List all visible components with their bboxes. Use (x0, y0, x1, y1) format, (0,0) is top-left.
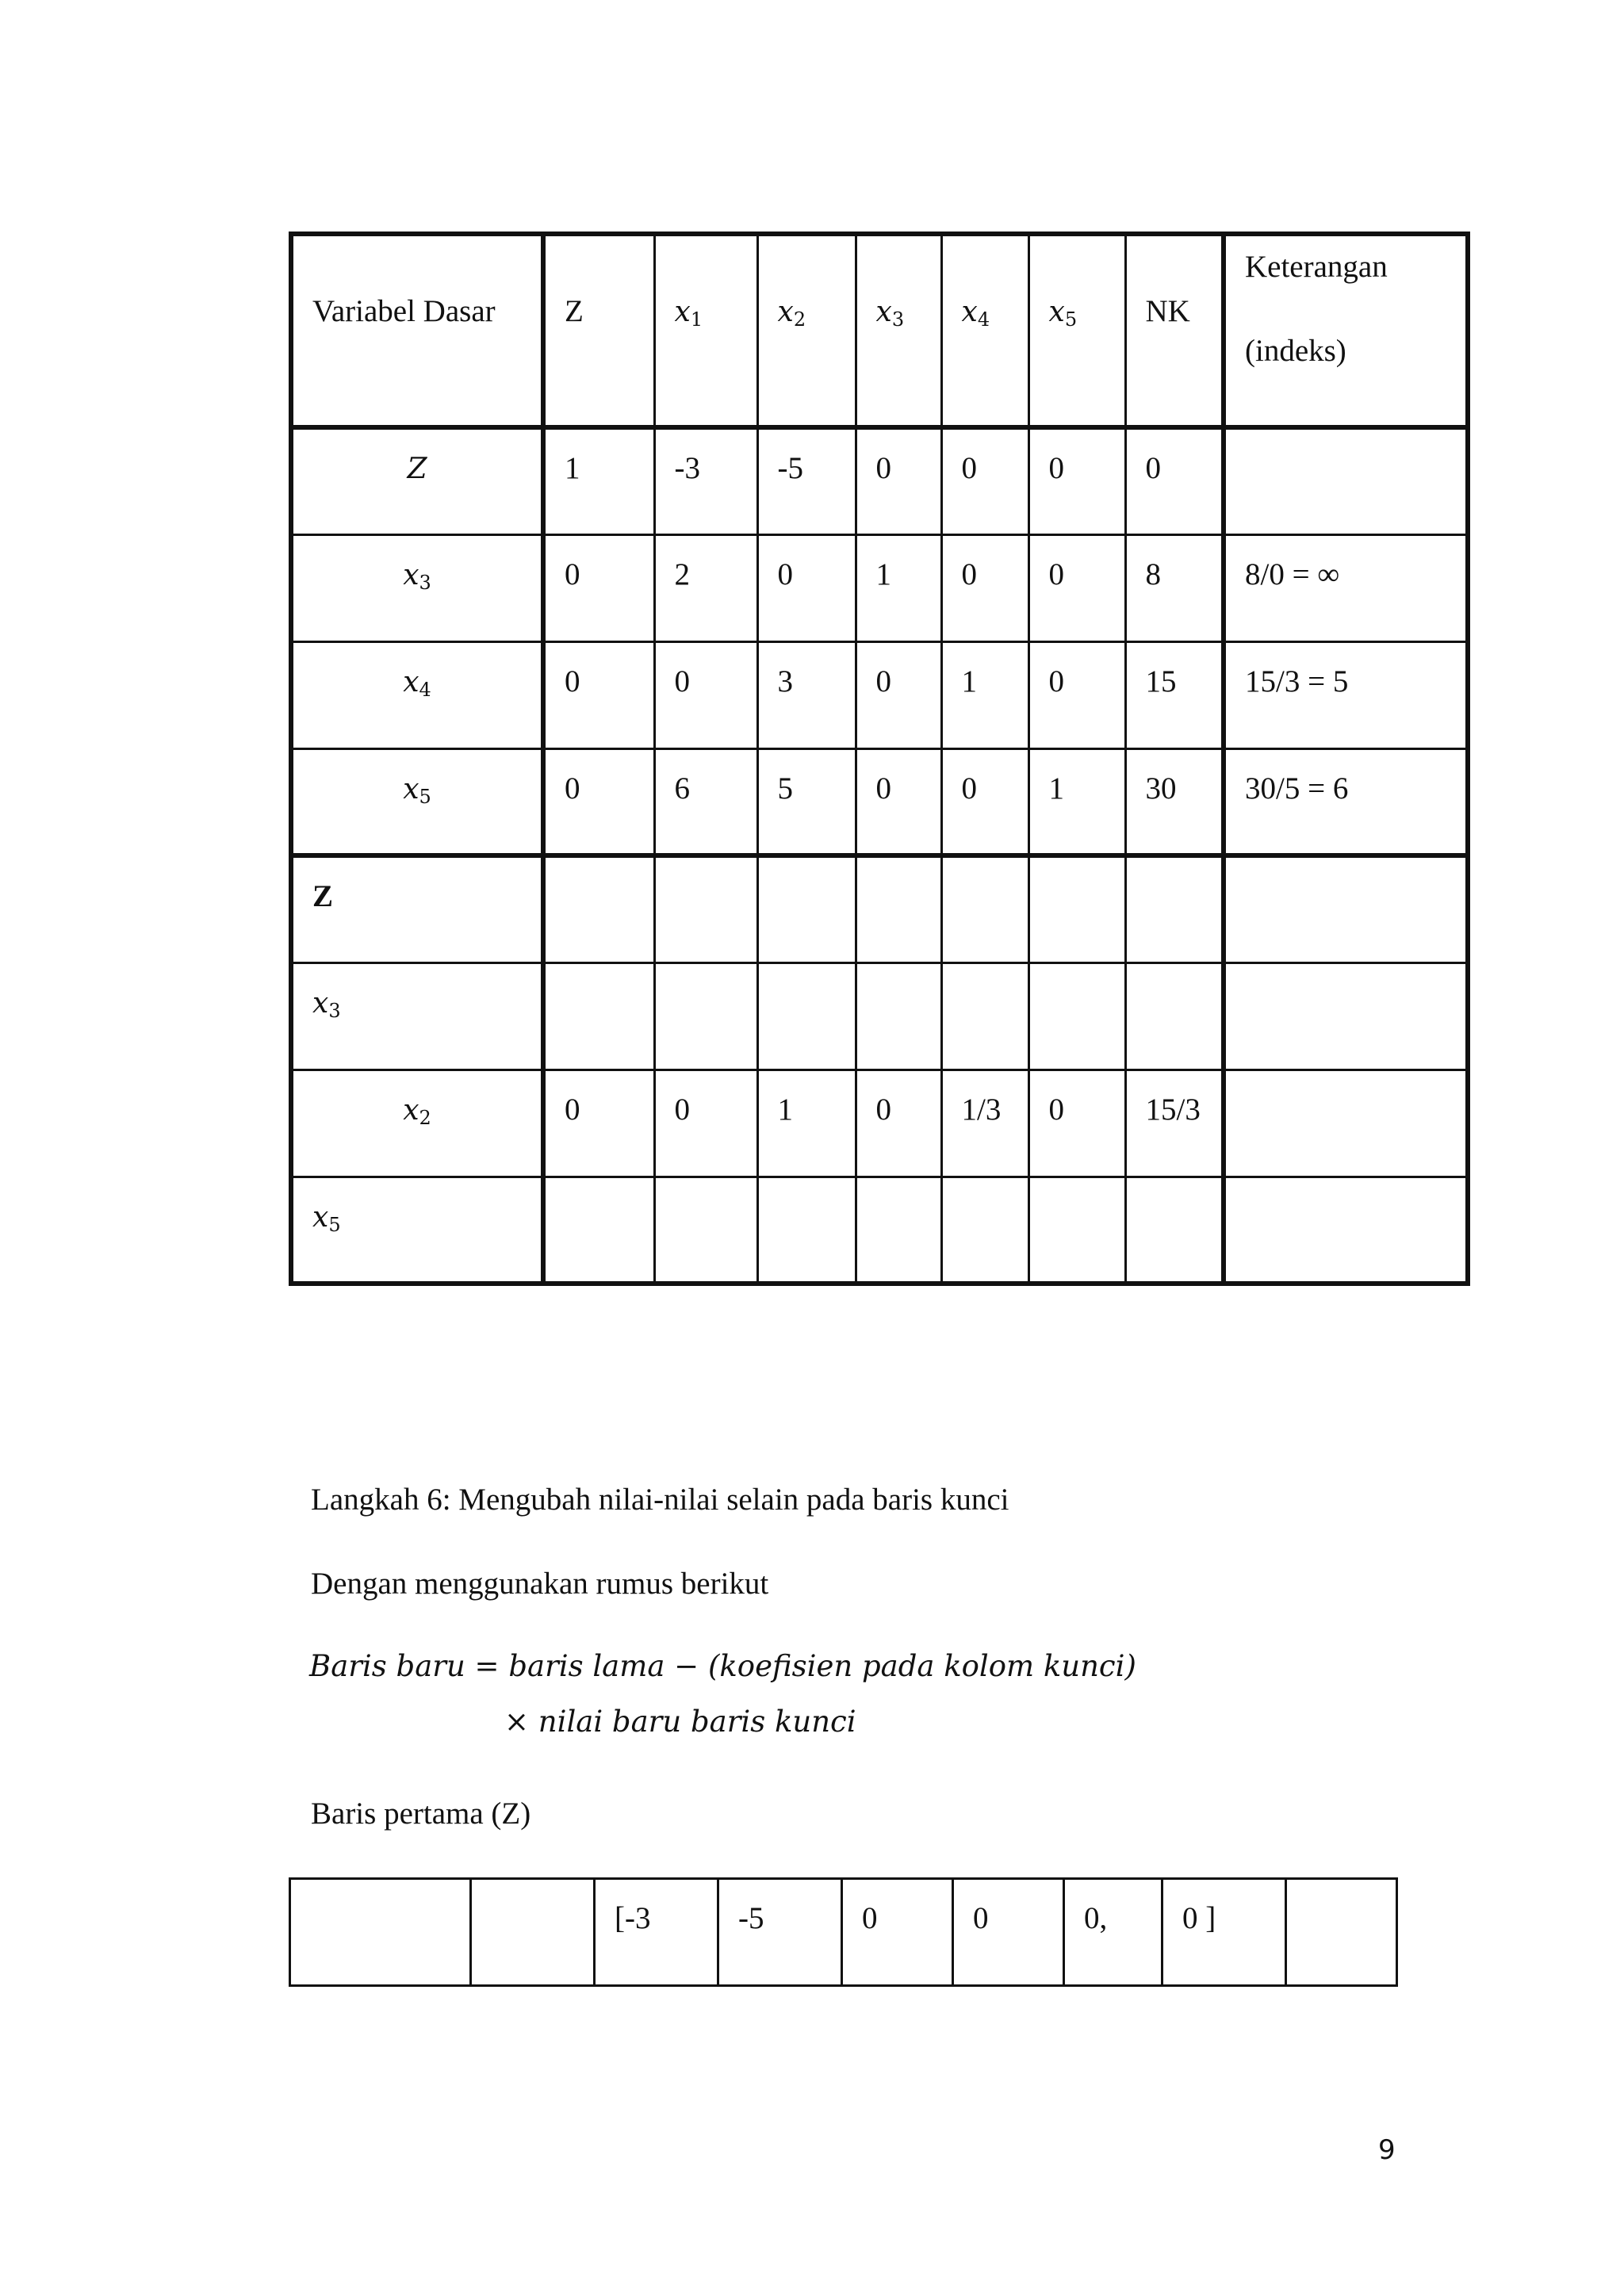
table-row (291, 748, 1468, 855)
formula-lhs: Baris baru (309, 1649, 465, 1683)
keterangan-cell (1224, 1070, 1468, 1177)
table-cell: 0 (856, 427, 941, 534)
table-cell (1125, 855, 1224, 962)
keterangan-cell: 15/3 = 5 (1224, 641, 1468, 748)
header-z: Z (543, 234, 654, 427)
table-cell: 2 (654, 534, 757, 641)
formula-minus: − (674, 1649, 699, 1683)
table-cell: 0 (941, 748, 1028, 855)
table-cell: 0 (856, 1070, 941, 1177)
table-cell: 1 (941, 641, 1028, 748)
table-row (291, 641, 1468, 748)
table-cell (1125, 962, 1224, 1070)
table-cell: 0 (543, 641, 654, 748)
table-cell (856, 962, 941, 1070)
table-cell: 8 (1125, 534, 1224, 641)
row-variable: $x_5$ (291, 1177, 543, 1284)
table-cell: 0 (1028, 641, 1125, 748)
table-cell: 0 (941, 427, 1028, 534)
table-cell (1125, 1177, 1224, 1284)
table-cell (1028, 855, 1125, 962)
formula-equals: = (474, 1649, 500, 1683)
header-x1: $x_1$ (654, 234, 757, 427)
table-cell: 0, (1064, 1879, 1162, 1986)
table-cell: 0 (1028, 427, 1125, 534)
table-cell (757, 1177, 856, 1284)
table-row (291, 962, 1468, 1070)
formula-paren: (koefisien pada kolom kunci) (707, 1649, 1136, 1683)
row-variable: $x_3$ (291, 962, 543, 1070)
table-row (291, 1070, 1468, 1177)
table-cell (941, 1177, 1028, 1284)
table-cell: 0 (1028, 534, 1125, 641)
keterangan-cell (1224, 1177, 1468, 1284)
table-cell: 0 (543, 748, 654, 855)
table-row (290, 1879, 1397, 1986)
simplex-table (289, 232, 1470, 1286)
table-cell: 1 (543, 427, 654, 534)
table-cell: 6 (654, 748, 757, 855)
table-cell (757, 962, 856, 1070)
table-cell (1028, 962, 1125, 1070)
table-cell (654, 855, 757, 962)
table-cell (1028, 1177, 1125, 1284)
keterangan-cell (1224, 427, 1468, 534)
table-cell: -5 (757, 427, 856, 534)
header-nk: NK (1125, 234, 1224, 427)
formula-times: × (504, 1705, 530, 1739)
table-cell: 0 (654, 1070, 757, 1177)
header-x4: $x_4$ (941, 234, 1028, 427)
table-cell: 3 (757, 641, 856, 748)
table-row (291, 534, 1468, 641)
table-cell: 0 (941, 534, 1028, 641)
table-cell: 0 (654, 641, 757, 748)
table-cell (290, 1879, 471, 1986)
table-cell: 30 (1125, 748, 1224, 855)
table-cell: 0 (953, 1879, 1064, 1986)
header-x2: $x_2$ (757, 234, 856, 427)
table-cell: 1 (856, 534, 941, 641)
table-cell: 0 (1028, 1070, 1125, 1177)
dengan-text: Dengan menggunakan rumus berikut (311, 1567, 769, 1601)
baris-pertama-label: Baris pertama (Z) (311, 1797, 531, 1831)
table-cell: 0 (842, 1879, 953, 1986)
table-header-row (291, 234, 1468, 427)
page-number: 9 (1378, 2134, 1396, 2166)
table-cell (941, 962, 1028, 1070)
header-x3: $x_3$ (856, 234, 941, 427)
table-cell (543, 962, 654, 1070)
keterangan-cell (1224, 962, 1468, 1070)
formula-line2-text: nilai baru baris kunci (538, 1705, 856, 1739)
keterangan-cell (1224, 855, 1468, 962)
table-cell (654, 962, 757, 1070)
formula-line-1 (309, 1649, 1136, 1683)
table-cell (856, 855, 941, 962)
table-row (291, 427, 1468, 534)
table-cell: 0 (1125, 427, 1224, 534)
row-variable: Z (291, 427, 543, 534)
table-cell: 0 (856, 641, 941, 748)
table-cell (543, 1177, 654, 1284)
table-cell: 15 (1125, 641, 1224, 748)
langkah-heading: Langkah 6: Mengubah nilai-nilai selain pada baris kunci (311, 1483, 1009, 1517)
table-cell (856, 1177, 941, 1284)
table-cell: 15/3 (1125, 1070, 1224, 1177)
row-variable: $x_2$ (291, 1070, 543, 1177)
table-cell: 0 (757, 534, 856, 641)
table-row (291, 1177, 1468, 1284)
table-cell: [-3 (595, 1879, 718, 1986)
table-cell (471, 1879, 595, 1986)
table-cell (941, 855, 1028, 962)
table-cell: -5 (718, 1879, 842, 1986)
row-variable: $x_4$ (291, 641, 543, 748)
table-cell: 5 (757, 748, 856, 855)
table-cell: 0 ] (1162, 1879, 1286, 1986)
header-keterangan: Keterangan (indeks) (1224, 234, 1468, 427)
header-variabel-dasar: Variabel Dasar (291, 234, 543, 427)
formula-line-2 (504, 1705, 856, 1739)
table-cell: 1 (757, 1070, 856, 1177)
table-cell: 1 (1028, 748, 1125, 855)
table-cell: 0 (543, 534, 654, 641)
table-cell: 0 (543, 1070, 654, 1177)
table-cell: 0 (856, 748, 941, 855)
row-variable: $x_5$ (291, 748, 543, 855)
keterangan-cell: 30/5 = 6 (1224, 748, 1468, 855)
table-cell (1286, 1879, 1397, 1986)
table-cell (654, 1177, 757, 1284)
table-cell (757, 855, 856, 962)
row-variable: $x_3$ (291, 534, 543, 641)
table-cell (543, 855, 654, 962)
row-variable: Z (291, 855, 543, 962)
table-cell: 1/3 (941, 1070, 1028, 1177)
keterangan-cell: 8/0 = ∞ (1224, 534, 1468, 641)
table-row (291, 855, 1468, 962)
formula-rhs: baris lama (508, 1649, 665, 1683)
table-cell: -3 (654, 427, 757, 534)
header-x5: $x_5$ (1028, 234, 1125, 427)
baris-pertama-table (289, 1877, 1398, 1987)
